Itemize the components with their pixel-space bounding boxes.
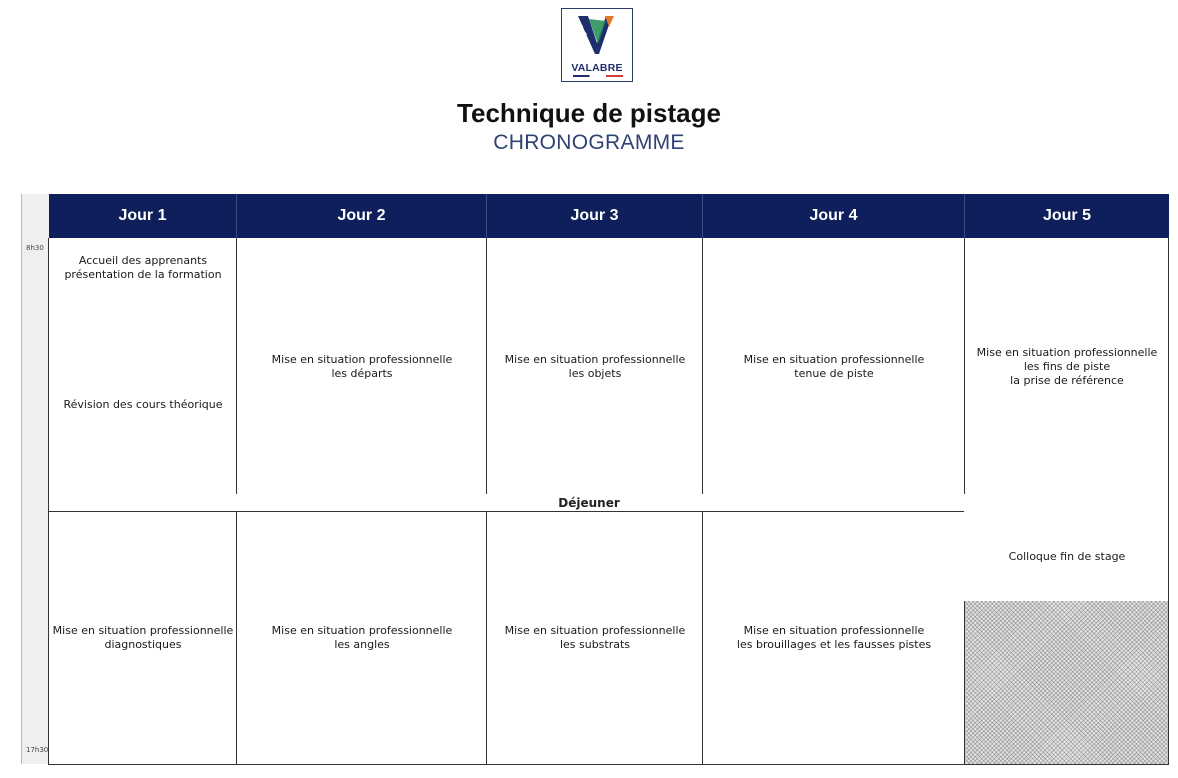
logo-text: VALABRE xyxy=(571,62,623,74)
grid-line xyxy=(49,764,1169,765)
timeline-bar xyxy=(21,194,49,764)
lunch-label: Déjeuner xyxy=(558,496,620,510)
header-day-2: Jour 2 xyxy=(237,194,487,238)
morning-day-1-bottom: Révision des cours théorique xyxy=(63,398,223,411)
valabre-logo xyxy=(561,8,633,82)
afternoon-day-1: Mise en situation professionnelle diagnostiques xyxy=(52,624,234,651)
afternoon-day-3: Mise en situation professionnelle les substrats xyxy=(504,624,686,651)
morning-day-1-top: Accueil des apprenants présentation de la formation xyxy=(64,254,222,281)
page-subtitle: CHRONOGRAMME xyxy=(493,131,685,154)
timeline-start: 8h30 xyxy=(26,244,44,252)
afternoon-day-4: Mise en situation professionnelle les brouillages et les fausses pistes xyxy=(736,624,932,651)
header-day-1: Jour 1 xyxy=(49,194,237,238)
morning-day-5: Mise en situation professionnelle les fins de piste la prise de référence xyxy=(976,346,1158,387)
morning-day-3: Mise en situation professionnelle les objets xyxy=(504,353,686,380)
header-day-3: Jour 3 xyxy=(487,194,703,238)
header-day-4: Jour 4 xyxy=(703,194,965,238)
header-day-5: Jour 5 xyxy=(965,194,1169,238)
morning-day-2: Mise en situation professionnelle les départs xyxy=(271,353,453,380)
morning-day-4: Mise en situation professionnelle tenue de piste xyxy=(743,353,925,380)
timeline-end: 17h30 xyxy=(26,746,49,754)
logo-v-icon xyxy=(562,9,632,61)
afternoon-day-5: Colloque fin de stage xyxy=(1008,549,1126,563)
hatched-free-slot xyxy=(965,601,1168,764)
afternoon-day-2: Mise en situation professionnelle les angles xyxy=(271,624,453,651)
logo-flag-line xyxy=(573,75,623,77)
page-title: Technique de pistage xyxy=(457,98,721,128)
